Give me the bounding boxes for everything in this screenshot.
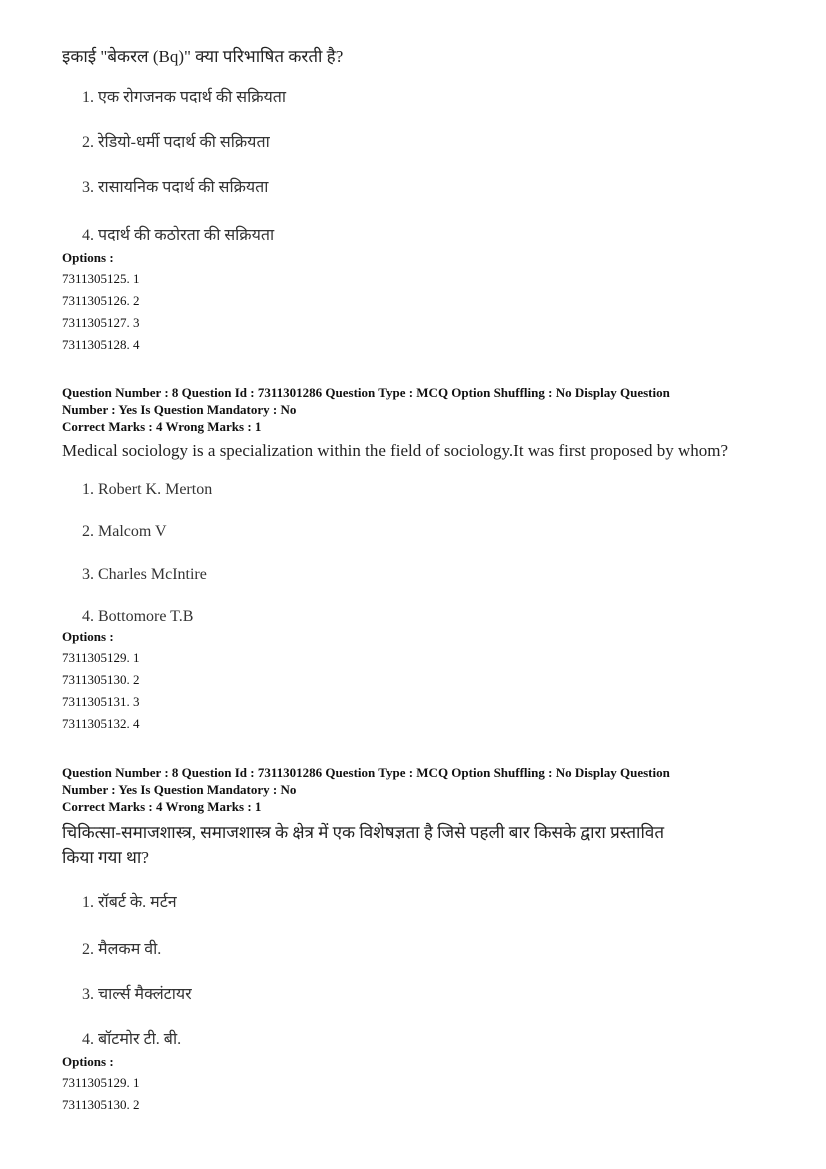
choice-1: 1. Robert K. Merton <box>82 481 213 498</box>
question-text-continued: किया गया था? <box>62 848 149 867</box>
option-id: 7311305129. 1 <box>62 1075 140 1090</box>
marks-meta: Correct Marks : 4 Wrong Marks : 1 <box>62 419 262 434</box>
choice-1: 1. एक रोगजनक पदार्थ की सक्रियता <box>82 89 287 106</box>
choice-3: 3. रासायनिक पदार्थ की सक्रियता <box>82 179 269 196</box>
choice-4: 4. Bottomore T.B <box>82 608 194 625</box>
question-meta: Question Number : 8 Question Id : 7311301286 Question Type : MCQ Option Shuffling : No Display Question <box>62 385 670 400</box>
choice-1: 1. रॉबर्ट के. मर्टन <box>82 894 177 911</box>
option-id: 7311305128. 4 <box>62 337 140 352</box>
option-id: 7311305127. 3 <box>62 315 140 330</box>
marks-meta: Correct Marks : 4 Wrong Marks : 1 <box>62 799 262 814</box>
options-label: Options : <box>62 1054 114 1069</box>
choice-2: 2. Malcom V <box>82 523 167 540</box>
option-id: 7311305130. 2 <box>62 672 140 687</box>
choice-4: 4. बॉटमोर टी. बी. <box>82 1031 182 1048</box>
options-label: Options : <box>62 629 114 644</box>
question-meta: Number : Yes Is Question Mandatory : No <box>62 782 297 797</box>
question-meta: Number : Yes Is Question Mandatory : No <box>62 402 297 417</box>
question-meta: Question Number : 8 Question Id : 7311301286 Question Type : MCQ Option Shuffling : No Display Question <box>62 765 670 780</box>
option-id: 7311305130. 2 <box>62 1097 140 1112</box>
option-id: 7311305131. 3 <box>62 694 140 709</box>
option-id: 7311305126. 2 <box>62 293 140 308</box>
option-id: 7311305132. 4 <box>62 716 140 731</box>
options-label: Options : <box>62 250 114 265</box>
question-text: चिकित्सा-समाजशास्त्र, समाजशास्त्र के क्षेत्र में एक विशेषज्ञता है जिसे पहली बार किसके द्वारा प्रस्तावित <box>62 823 665 842</box>
option-id: 7311305129. 1 <box>62 650 140 665</box>
choice-2: 2. मैलकम वी. <box>82 941 162 958</box>
choice-3: 3. चार्ल्स मैक्लंटायर <box>82 986 192 1003</box>
question-text: इकाई "बेकरल (Bq)" क्या परिभाषित करती है? <box>62 47 344 66</box>
question-text: Medical sociology is a specialization within the field of sociology.It was first proposed by whom? <box>62 441 729 460</box>
option-id: 7311305125. 1 <box>62 271 140 286</box>
choice-3: 3. Charles McIntire <box>82 566 207 583</box>
choice-2: 2. रेडियो-धर्मी पदार्थ की सक्रियता <box>82 134 270 151</box>
choice-4: 4. पदार्थ की कठोरता की सक्रियता <box>82 227 275 244</box>
